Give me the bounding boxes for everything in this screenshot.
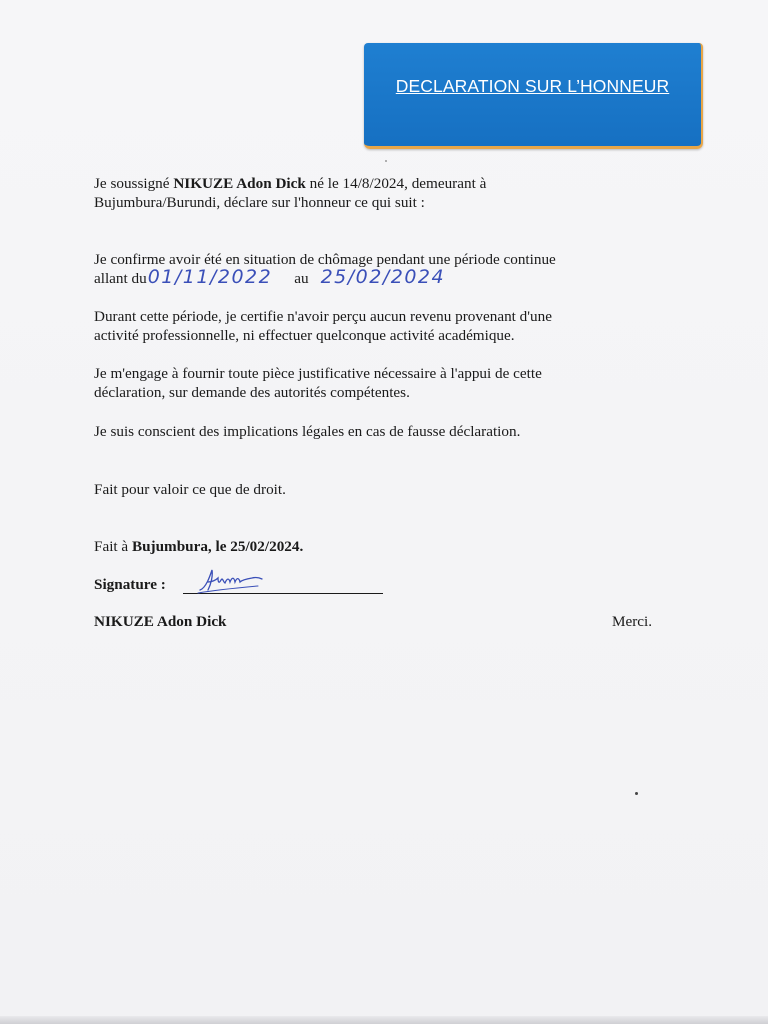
place-prefix: Fait à: [94, 538, 132, 555]
place-date: Bujumbura, le 25/02/2024.: [131, 538, 304, 555]
signer-name: NIKUZE Adon Dick: [94, 613, 227, 630]
title-banner: [364, 43, 703, 149]
page-title: DECLARATION SUR L’HONNEUR: [395, 76, 670, 96]
scan-bottom-edge: [0, 1016, 768, 1024]
to-label: au: [294, 270, 309, 287]
intro-prefix: Je soussigné: [94, 175, 174, 192]
intro-mid: né le 14/8/2024, demeurant à: [305, 175, 487, 192]
from-label: allant du: [94, 270, 147, 287]
intro-line-1: [94, 174, 486, 193]
period-line-2: [94, 268, 445, 288]
to-date-handwritten: 25/02/2024: [320, 266, 446, 288]
period-line-1: Je confirme avoir été en situation de chômage pendant une période continue: [94, 251, 556, 268]
paragraph-5: Fait pour valoir ce que de droit.: [94, 481, 286, 498]
intro-line-2: Bujumbura/Burundi, déclare sur l'honneur ce qui suit :: [94, 194, 425, 211]
place-date-line: [94, 537, 303, 556]
scan-speck: [635, 792, 638, 795]
paragraph-2-line-1: Durant cette période, je certifie n'avoir perçu aucun revenu provenant d'une: [94, 308, 552, 325]
signature-label: Signature :: [94, 576, 166, 593]
paragraph-3-line-2: déclaration, sur demande des autorités compétentes.: [94, 384, 410, 401]
paragraph-3-line-1: Je m'engage à fournir toute pièce justificative nécessaire à l'appui de cette: [94, 365, 542, 382]
paragraph-2-line-2: activité professionnelle, ni effectuer quelconque activité académique.: [94, 327, 515, 344]
paragraph-4: Je suis conscient des implications légales en cas de fausse déclaration.: [94, 423, 521, 440]
thanks-text: Merci.: [612, 613, 653, 630]
from-date-handwritten: 01/11/2022: [147, 266, 273, 288]
handwritten-signature: [196, 566, 266, 596]
declarant-name: NIKUZE Adon Dick: [173, 175, 306, 192]
scan-speck: [385, 160, 387, 162]
